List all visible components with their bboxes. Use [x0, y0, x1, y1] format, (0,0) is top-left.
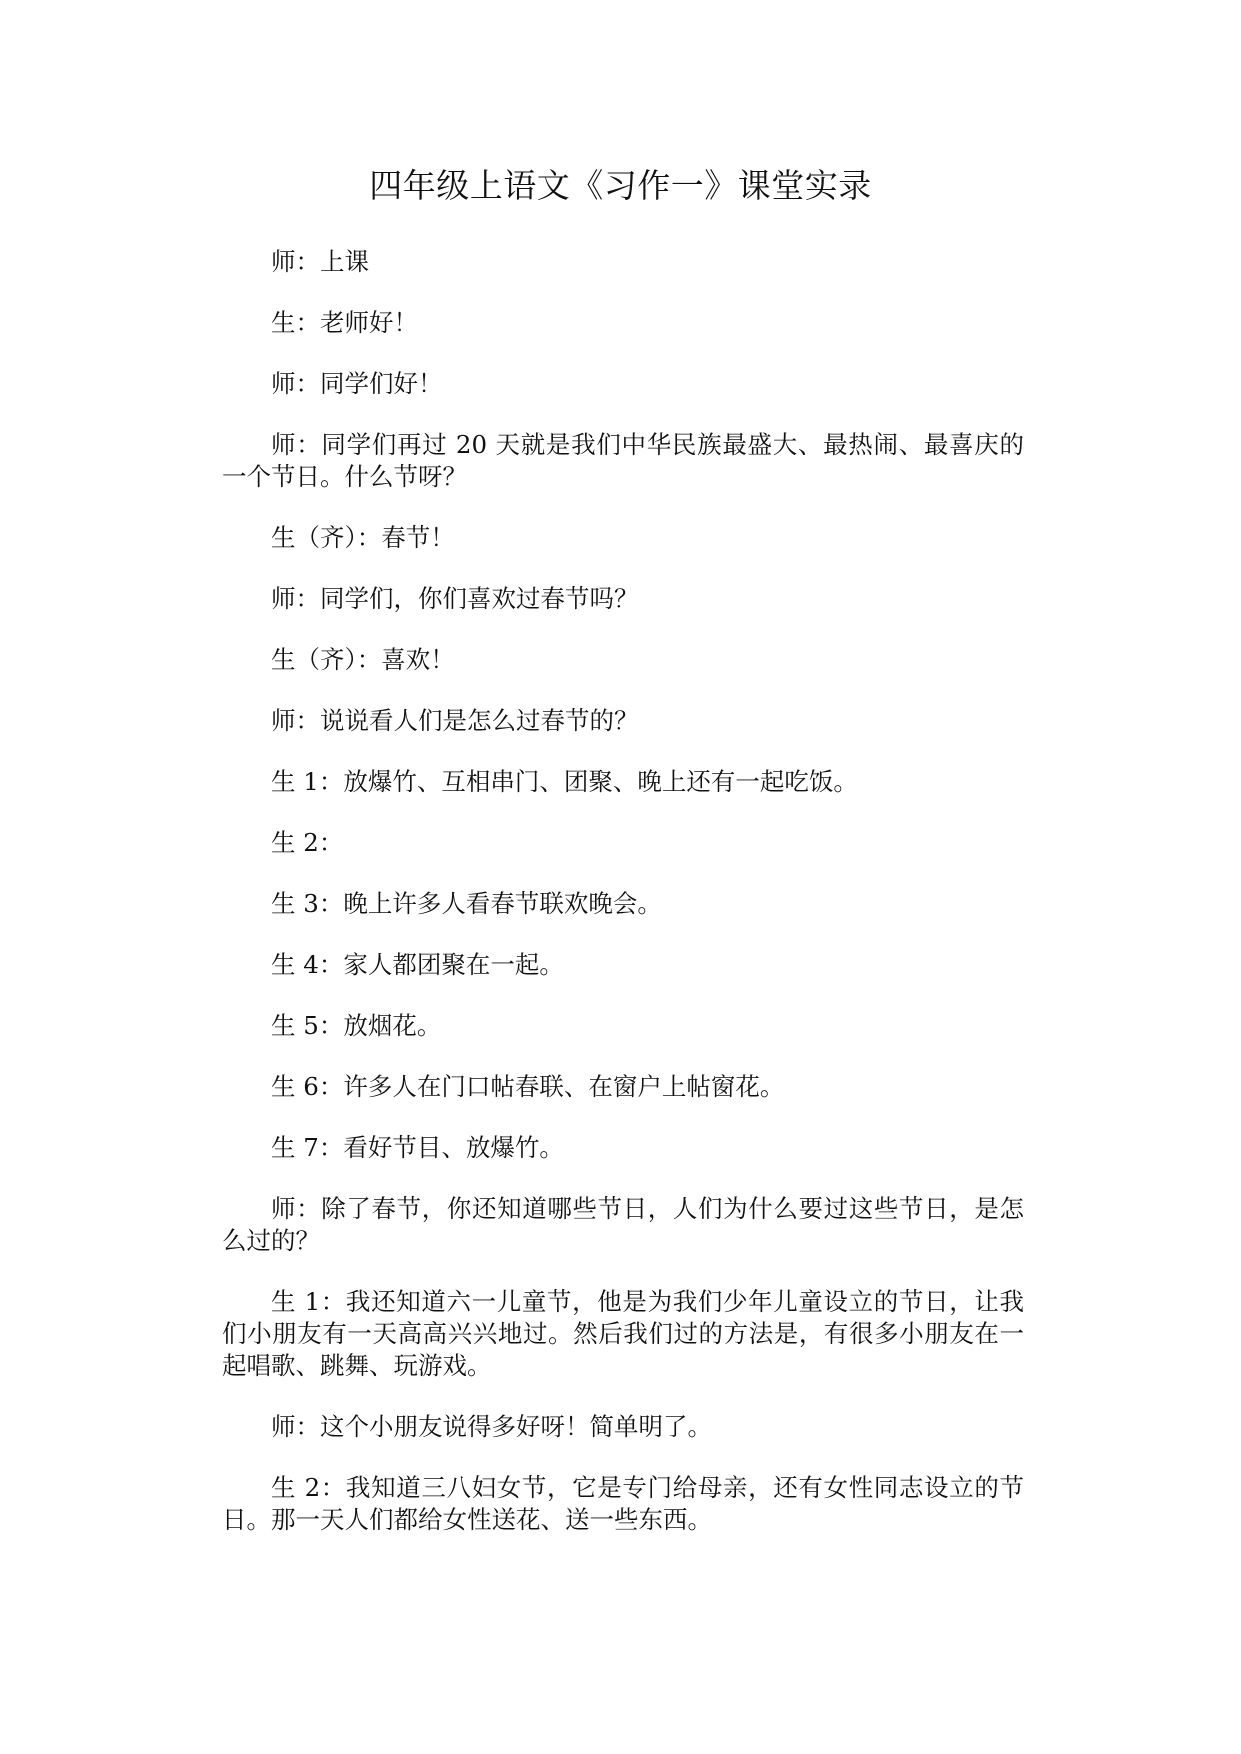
paragraph: 生 2：我知道三八妇女节，它是专门给母亲，还有女性同志设立的节日。那一天人们都给女性送花、送一些东西。 [222, 1473, 1024, 1534]
paragraph: 生 5：放烟花。 [271, 1011, 442, 1040]
paragraph: 生 7：看好节目、放爆竹。 [271, 1133, 564, 1162]
paragraph: 师：同学们好！ [271, 369, 443, 398]
paragraph: 生 3：晚上许多人看春节联欢晚会。 [271, 889, 662, 918]
paragraph: 生（齐）：春节！ [271, 523, 455, 552]
paragraph: 师：上课 [271, 247, 369, 276]
paragraph: 生：老师好！ [271, 308, 418, 337]
paragraph: 生 1：放爆竹、互相串门、团聚、晚上还有一起吃饭。 [271, 767, 858, 796]
paragraph: 师：这个小朋友说得多好呀！简单明了。 [271, 1412, 712, 1441]
document-title: 四年级上语文《习作一》课堂实录 [369, 166, 872, 205]
paragraph: 师：说说看人们是怎么过春节的？ [271, 706, 639, 735]
paragraph: 师：同学们，你们喜欢过春节吗？ [271, 584, 639, 613]
paragraph: 生（齐）：喜欢！ [271, 645, 455, 674]
paragraph: 师：同学们再过 20 天就是我们中华民族最盛大、最热闹、最喜庆的一个节日。什么节呀？ [222, 430, 1024, 491]
paragraph: 生 6：许多人在门口帖春联、在窗户上帖窗花。 [271, 1072, 785, 1101]
paragraph: 生 2： [271, 828, 344, 857]
paragraph: 生 4：家人都团聚在一起。 [271, 950, 564, 979]
paragraph: 师：除了春节，你还知道哪些节日，人们为什么要过这些节日，是怎么过的？ [222, 1194, 1024, 1255]
paragraph: 生 1：我还知道六一儿童节，他是为我们少年儿童设立的节日，让我们小朋友有一天高高兴兴地过。然后我们过的方法是，有很多小朋友在一起唱歌、跳舞、玩游戏。 [222, 1287, 1024, 1380]
